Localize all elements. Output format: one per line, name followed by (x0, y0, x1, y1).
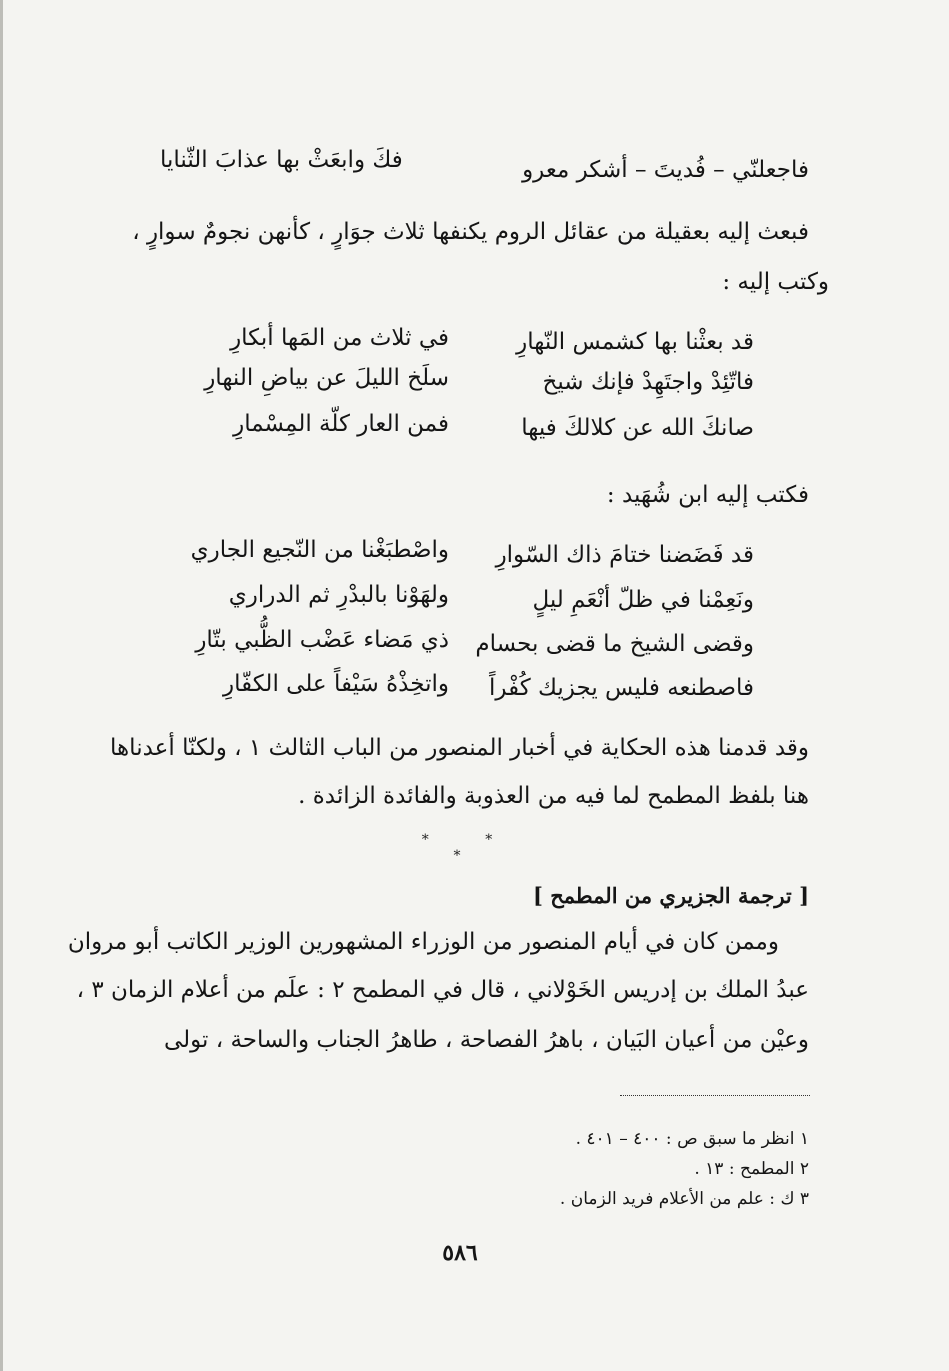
poem1-verse-3-right: صانكَ الله عن كلالكَ فيها (521, 415, 754, 441)
footnote-2: ٢ المطمح : ١٣ . (694, 1159, 809, 1179)
paragraph3-line-3: وعيْن من أعيان البَيان ، باهرُ الفصاحة ، طاهرُ الجناب والساحة ، تولى (163, 1027, 809, 1053)
poem1-verse-1-left: في ثلاث من المَها أبكارِ (230, 325, 449, 351)
footnote-3: ٣ ك : علم من الأعلام فريد الزمان . (559, 1189, 809, 1209)
poem2-verse-4-right: فاصطنعه فليس يجزيك كُفْراً (489, 675, 754, 701)
poem2-verse-3-left: ذي مَضاء عَضْب الظُّبي بتّارِ (195, 627, 449, 653)
page-edge (0, 0, 3, 1371)
section-heading: [ ترجمة الجزيري من المطمح ] (532, 883, 809, 908)
poem1-verse-1-right: قد بعثْنا بها كشمس النّهارِ (516, 329, 754, 355)
section-separator-stars: * * * (421, 832, 519, 864)
paragraph1-line-1: فبعث إليه بعقيلة من عقائل الروم يكنفها ثلاث جوَارٍ ، كأنهن نجومٌ سوارٍ ، (132, 219, 809, 245)
paragraph3-line-1: وممن كان في أيام المنصور من الوزراء المشهورين الوزير الكاتب أبو مروان (67, 929, 779, 955)
paragraph3-line-2: عبدُ الملك بن إدريس الخَوْلاني ، قال في المطمح ٢ : علَم من أعلام الزمان ٣ ، (76, 977, 809, 1003)
verse-top-left: فكَ وابعَثْ بها عذابَ الثّنايا (160, 147, 403, 173)
footnote-separator (620, 1095, 810, 1096)
poem1-verse-2-right: فاتّئِدْ واجتَهِدْ فإنك شيخ (542, 369, 754, 395)
footnote-1: ١ انظر ما سبق ص : ٤٠٠ – ٤٠١ . (575, 1129, 809, 1149)
poem2-verse-2-right: ونَعِمْنا في ظلّ أنْعَمِ ليلٍ (532, 587, 754, 613)
intro-line: فكتب إليه ابن شُهَيد : (606, 482, 809, 508)
page-number: ٥٨٦ (442, 1240, 478, 1266)
poem2-verse-3-right: وقضى الشيخ ما قضى بحسام (475, 631, 754, 657)
poem1-verse-3-left: فمن العار كلّة المِسْمارِ (233, 411, 449, 437)
paragraph2-line-1: وقد قدمنا هذه الحكاية في أخبار المنصور من الباب الثالث ١ ، ولكنّا أعدناها (110, 735, 809, 761)
paragraph1-line-2: وكتب إليه : (722, 269, 829, 295)
verse-top-right: فاجعلنّي – فُديتَ – أشكر معرو (522, 157, 809, 183)
paragraph2-line-2: هنا بلفظ المطمح لما فيه من العذوبة والفائدة الزائدة . (298, 783, 809, 809)
poem2-verse-4-left: واتخِذْهُ سَيْفاً على الكفّارِ (222, 671, 449, 697)
poem2-verse-2-left: ولهَوْنا بالبدْرِ ثم الدراري (228, 582, 449, 608)
poem2-verse-1-right: قد فَضَضنا ختامَ ذاك السّوارِ (495, 542, 754, 568)
poem2-verse-1-left: واصْطبَغْنا من النّجيع الجاري (190, 537, 449, 563)
poem1-verse-2-left: سلَخ الليلَ عن بياضِ النهارِ (204, 365, 449, 391)
